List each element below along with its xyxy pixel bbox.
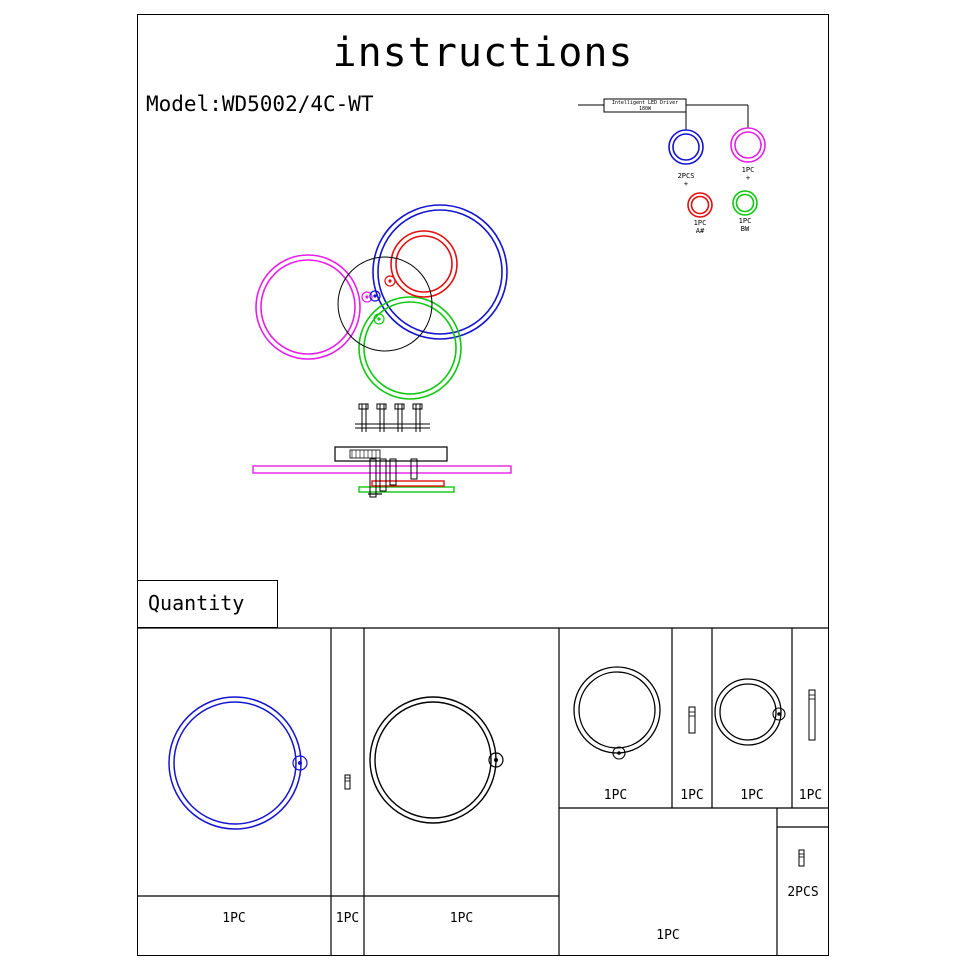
part-large-black-ring-outer — [370, 697, 496, 823]
driver-label-line1: Intelligent LED Driver — [611, 100, 679, 106]
wiring-magenta-code: + — [745, 174, 751, 182]
quantity-label: Quantity — [148, 591, 245, 615]
qty-large-black-ring: 1PC — [449, 911, 474, 926]
qty-screw-set: 2PCS — [787, 885, 819, 900]
wiring-magenta-qty: 1PC — [741, 166, 755, 174]
part-screw-set — [799, 850, 804, 866]
wiring-green-qty: 1PC — [738, 217, 752, 225]
wiring-blue-code: + — [683, 180, 689, 188]
part-large-blue-ring-outer — [169, 697, 301, 829]
part-medium-ring-left-inner — [579, 672, 655, 748]
part-pin-rod-1 — [689, 707, 695, 733]
part-medium-ring-left-connector-dot — [617, 751, 621, 755]
part-medium-ring-right-inner — [720, 684, 776, 740]
wiring-red-qty: 1PC — [693, 219, 707, 227]
part-large-blue-ring-connector-dot — [298, 761, 302, 765]
qty-large-blue-ring: 1PC — [222, 911, 246, 926]
part-screw-pin-small — [345, 775, 350, 789]
wiring-green-code: BW — [740, 225, 750, 233]
wiring-red-code: A# — [695, 227, 705, 235]
part-large-black-ring-connector-dot — [494, 758, 498, 762]
qty-pin-rod-1: 1PC — [680, 788, 704, 803]
part-medium-ring-right-connector-dot — [777, 712, 781, 716]
wiring-blue-qty: 2PCS — [677, 172, 695, 180]
qty-screw-pin-small: 1PC — [335, 911, 360, 926]
model-label: Model:WD5002/4C-WT — [146, 92, 374, 116]
qty-medium-ring-left: 1PC — [603, 788, 628, 803]
part-medium-ring-left-outer — [574, 667, 660, 753]
part-large-blue-ring-inner — [174, 702, 296, 824]
qty-medium-ring-right: 1PC — [740, 788, 764, 803]
driver-label-line2: 180W — [638, 106, 652, 112]
page-title: instructions — [332, 30, 634, 76]
part-pin-rod-2 — [809, 690, 815, 740]
qty-pin-rod-2: 1PC — [798, 788, 823, 803]
part-large-black-ring-inner — [375, 702, 491, 818]
qty-ceiling-plate: 1PC — [656, 928, 680, 943]
part-medium-ring-right-outer — [715, 679, 781, 745]
